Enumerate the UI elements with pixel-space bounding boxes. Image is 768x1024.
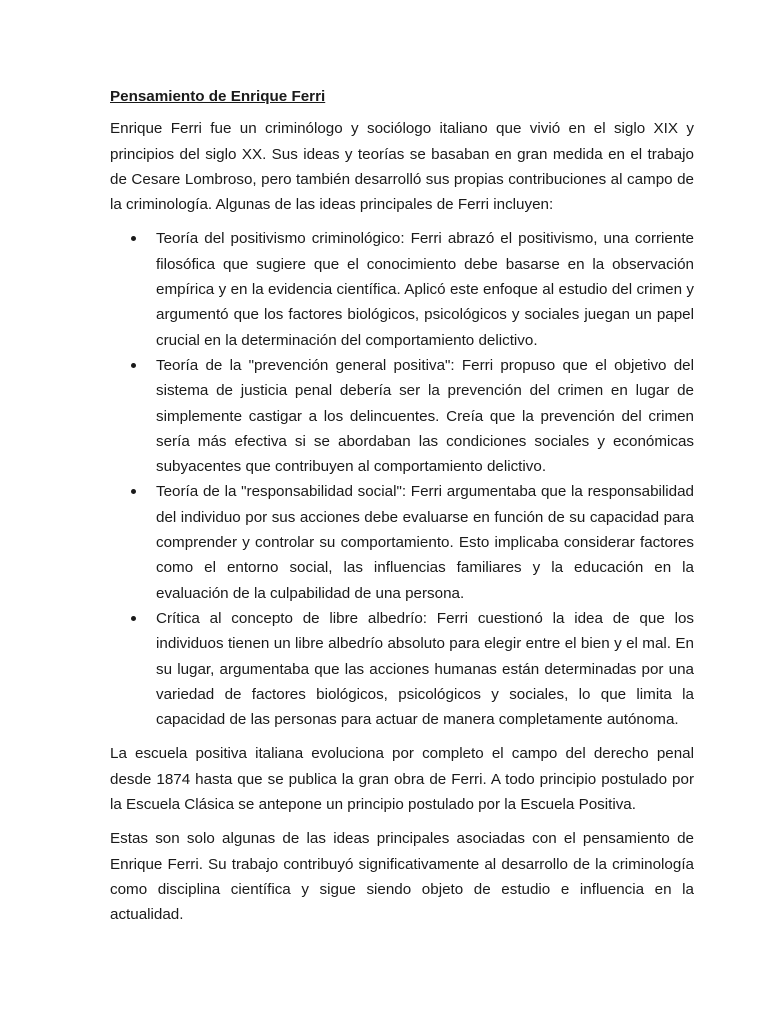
bullet-icon bbox=[131, 489, 136, 494]
list-item-text: Teoría del positivismo criminológico: Ferri abrazó el positivismo, una corriente filosófica que sugiere que el conocimiento debe basarse en la observación empírica y en la evidencia científica. Aplicó este enfoque al estudio del crimen y argumentó que los factores biológicos, psicológicos y sociales juegan un papel crucial en la determinación del comportamiento delictivo. bbox=[156, 230, 694, 349]
intro-paragraph: Enrique Ferri fue un criminólogo y sociólogo italiano que vivió en el siglo XIX y principios del siglo XX. Sus ideas y teorías se basaban en gran medida en el trabajo de Cesare Lombroso, pero también desarrolló sus propias contribuciones al campo de la criminología. Algunas de las ideas principales de Ferri incluyen: bbox=[110, 120, 694, 214]
list-item bbox=[110, 479, 694, 605]
ideas-list bbox=[110, 226, 694, 732]
list-item bbox=[110, 226, 694, 352]
bullet-icon bbox=[131, 616, 136, 621]
document-title: Pensamiento de Enrique Ferri bbox=[110, 88, 326, 105]
document-page bbox=[110, 84, 694, 937]
list-item-text: Teoría de la "responsabilidad social": Ferri argumentaba que la responsabilidad del individuo por sus acciones debe evaluarse en función de su capacidad para comprender y controlar su comportamiento. Esto implicaba considerar factores como el entorno social, las influencias familiares y la educación en la evaluación de la culpabilidad de una persona. bbox=[156, 483, 694, 602]
list-item-text: Crítica al concepto de libre albedrío: Ferri cuestionó la idea de que los individuos tienen un libre albedrío absoluto para elegir entre el bien y el mal. En su lugar, argumentaba que las acciones humanas están determinadas por una variedad de factores biológicos, psicológicos y sociales, lo que limita la capacidad de las personas para actuar de manera completamente autónoma. bbox=[156, 609, 694, 729]
body-paragraph-3: Estas son solo algunas de las ideas principales asociadas con el pensamiento de Enrique Ferri. Su trabajo contribuyó significativamente al desarrollo de la criminología como disciplina científica y sigue siendo objeto de estudio e influencia en la actualidad. bbox=[110, 830, 694, 924]
bullet-icon bbox=[131, 236, 136, 241]
body-paragraph-2: La escuela positiva italiana evoluciona por completo el campo del derecho penal desde 1874 hasta que se publica la gran obra de Ferri. A todo principio postulado por la Escuela Clásica se antepone un principio postulado por la Escuela Positiva. bbox=[110, 745, 694, 814]
list-item bbox=[110, 606, 694, 732]
list-item-text: Teoría de la "prevención general positiva": Ferri propuso que el objetivo del sistema de justicia penal debería ser la prevención del crimen en lugar de simplemente castigar a los delincuentes. Creía que la prevención del crimen sería más efectiva si se abordaban las condiciones sociales y económicas subyacentes que contribuyen al comportamiento delictivo. bbox=[156, 356, 694, 476]
bullet-icon bbox=[131, 363, 136, 368]
list-item bbox=[110, 353, 694, 479]
